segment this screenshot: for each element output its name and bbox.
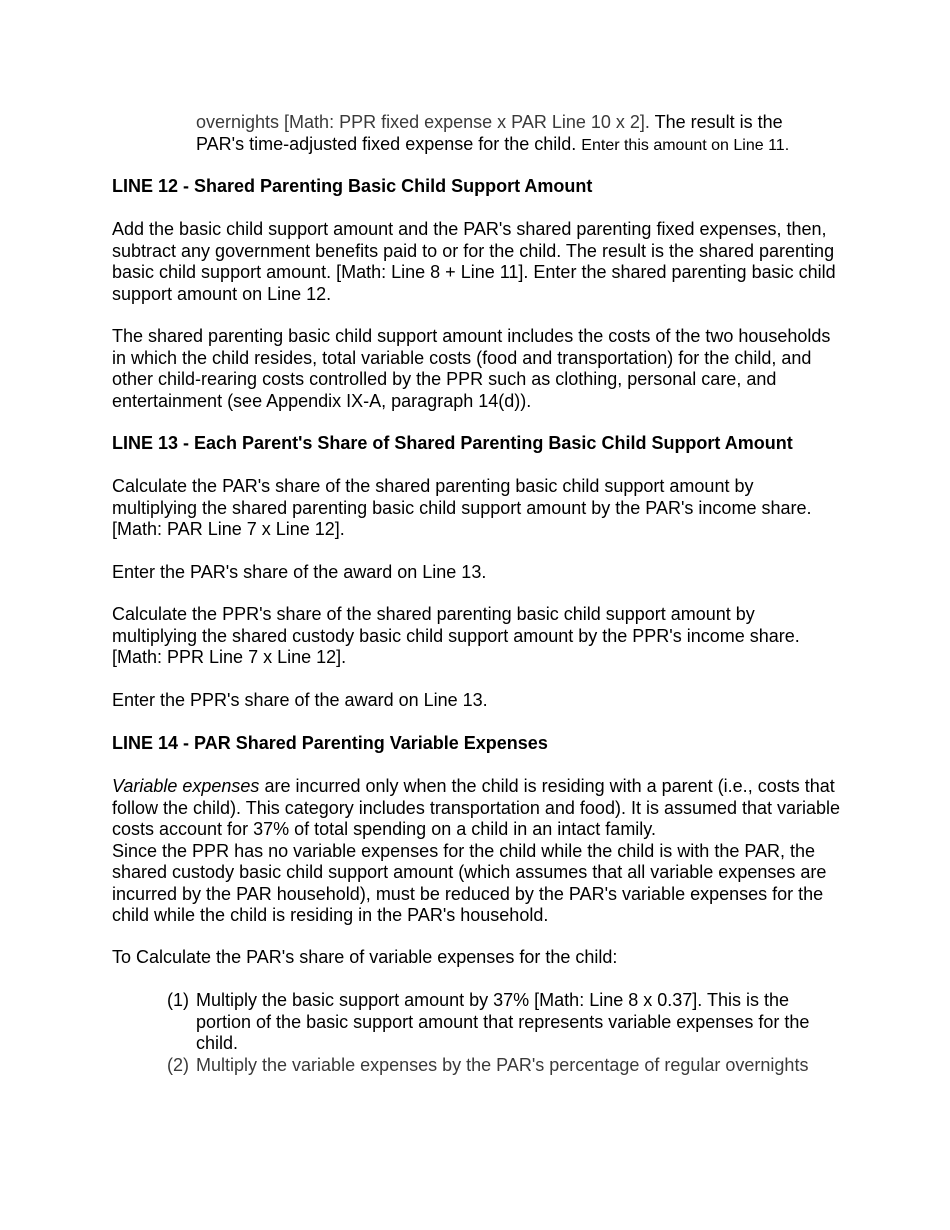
variable-expenses-term: Variable expenses <box>112 776 260 796</box>
intro-line2-small: Enter this amount on Line 11. <box>581 136 790 154</box>
list-item-text: Multiply the basic support amount by 37% [Math: Line 8 x 0.37]. This is the portion of the basic support amount that represents variable expenses for the child. <box>196 990 810 1053</box>
line12-paragraph-1: Add the basic child support amount and the PAR's shared parenting fixed expenses, then, subtract any government benefits paid to or for the child. The result is the shared parenting basic child support amount. [Math: Line 8 + Line 11]. Enter the shared parenting basic child support amount on Line 12. <box>112 219 836 304</box>
line14-paragraph-1b-text: Since the PPR has no variable expenses for the child while the child is with the PAR, the shared custody basic child support amount (which assumes that all variable expenses are incurred by the PAR household), must be reduced by the PAR's variable expenses for the child while the child is residing in the PAR's household. <box>112 840 827 925</box>
line14-heading: LINE 14 - PAR Shared Parenting Variable Expenses <box>112 733 548 753</box>
line13-heading: LINE 13 - Each Parent's Share of Shared Parenting Basic Child Support Amount <box>112 433 793 453</box>
intro-paragraph <box>196 112 836 156</box>
list-item <box>167 1055 847 1077</box>
list-item-text: Multiply the variable expenses by the PAR's percentage of regular overnights <box>196 1055 809 1075</box>
line14-paragraph-1-text: are incurred only when the child is residing with a parent (i.e., costs that follow the child). This category includes transportation and food). It is assumed that variable costs account for 37% of total spending on a child in an intact family. <box>112 776 841 839</box>
line12-heading: LINE 12 - Shared Parenting Basic Child Support Amount <box>112 176 593 196</box>
line13-paragraph-4: Enter the PPR's share of the award on Line 13. <box>112 690 488 710</box>
line13-paragraph-2: Enter the PAR's share of the award on Line 13. <box>112 562 487 582</box>
list-item <box>167 990 847 1055</box>
intro-line2-main: PAR's time-adjusted fixed expense for the child. <box>196 133 582 154</box>
line12-paragraph-2: The shared parenting basic child support amount includes the costs of the two households in which the child resides, total variable costs (food and transportation) for the child, and other child-rearing costs controlled by the PPR such as clothing, personal care, and entertainment (see Appendix IX-A, paragraph 14(d)). <box>112 326 831 411</box>
list-item-number: (2) <box>167 1055 189 1075</box>
line14-paragraph-2: To Calculate the PAR's share of variable expenses for the child: <box>112 947 618 967</box>
list-item-number: (1) <box>167 990 189 1010</box>
intro-line1-rest: The result is the <box>649 112 783 132</box>
line14-paragraph-1 <box>112 776 842 927</box>
line13-paragraph-1: Calculate the PAR's share of the shared parenting basic child support amount by multiplying the shared parenting basic child support amount by the PAR's income share. [Math: PAR Line 7 x Line 12]. <box>112 476 812 539</box>
line13-paragraph-3: Calculate the PPR's share of the shared parenting basic child support amount by multiplying the shared custody basic child support amount by the PPR's income share. [Math: PPR Line 7 x Line 12]. <box>112 604 800 667</box>
intro-line1-math: overnights [Math: PPR fixed expense x PAR Line 10 x 2]. <box>196 112 650 132</box>
